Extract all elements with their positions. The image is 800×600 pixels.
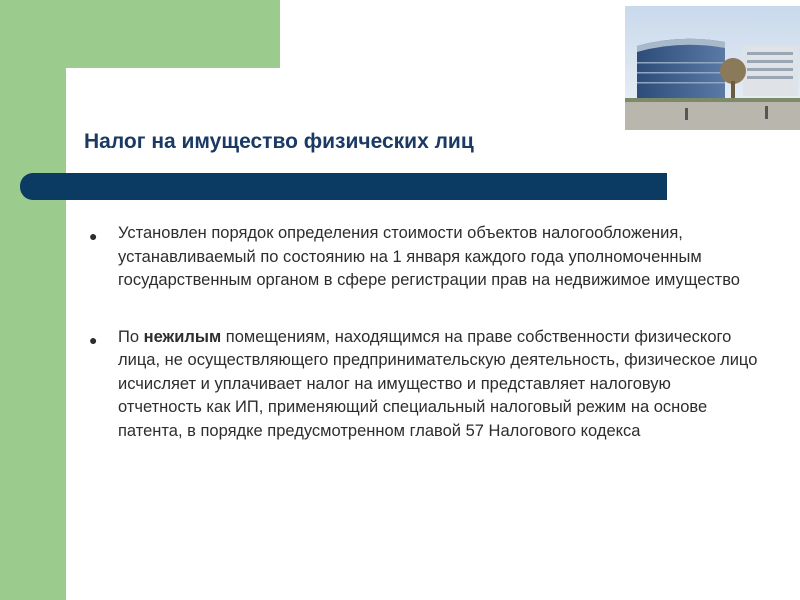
- bullet-text: Установлен порядок определения стоимости объектов налогообложения, устанавливаемый по состоянию на 1 января каждого года уполномоченным государственным органом в сфере регистрации прав на недвижимое имущество: [118, 224, 740, 289]
- bullet-rest: помещениям, находящимся на праве собственности физического лица, не осуществляющего предпринимательскую деятельность, физическое лицо исчисляет и уплачивает налог на имущество и представляет налоговую отчетность как ИП, применяющий специальный налоговый режим на основе патента, в порядке предусмотренном главой 57 Налогового кодекса: [118, 327, 758, 440]
- bullet-dot-icon: ●: [89, 331, 98, 348]
- title-underline-bar: [20, 173, 667, 200]
- bullet-dot-icon: ●: [89, 228, 98, 244]
- bullet-item: [88, 326, 788, 444]
- bullet-item: [88, 222, 788, 293]
- building-photo-image: [625, 6, 800, 130]
- bullet-bold-word: нежилым: [143, 327, 222, 346]
- left-green-strip: [0, 0, 66, 600]
- bullet-list: [88, 222, 788, 443]
- slide-title: Налог на имущество физических лиц: [84, 130, 474, 153]
- building-photo: [625, 6, 800, 130]
- bullet-text: [118, 326, 758, 444]
- top-green-block: [0, 0, 280, 68]
- bullet-prefix: По: [118, 327, 144, 346]
